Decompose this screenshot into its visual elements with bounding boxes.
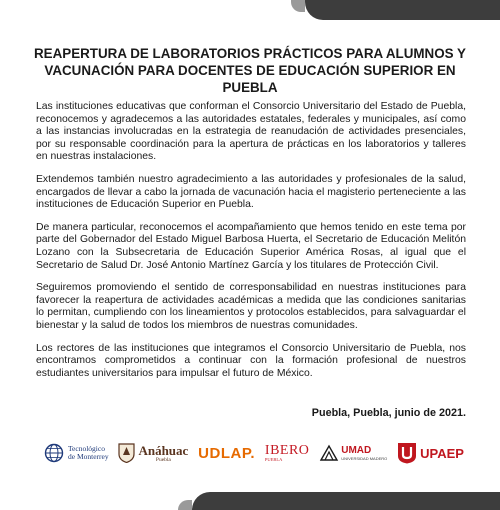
umad-wordmark <box>341 446 387 461</box>
tec-de-monterrey-logo <box>44 443 109 463</box>
tec-globe-icon <box>44 443 64 463</box>
udlap-logo <box>198 445 255 462</box>
paragraph-3: De manera particular, reconocemos el acompañamiento que hemos tenido en este tema por parte del Gobernador del Estado Miguel Barbosa Huerta, el Secretario de Educación Melitón Lozano con la Subsecretaria de Educación Superior América Rosas, al igual que el Secretario de Salud Dr. José Antonio Martínez García y los titulares de Protección Civil. <box>36 221 466 271</box>
anahuac-logo <box>118 443 188 463</box>
umad-emblem-icon <box>319 443 339 463</box>
tec-line-1: Tecnológico <box>68 444 105 453</box>
paragraph-4: Seguiremos promoviendo el sentido de corresponsabilidad en nuestras instituciones para favorecer la reapertura de actividades académicas a medida que las condiciones sanitarias lo permitan, cumpliendo con los lineamientos y protocolos establecidos, para salvaguardar el bienestar y la salud de todos los miembros de nuestras comunidades. <box>36 282 466 331</box>
document-body <box>36 101 466 390</box>
upaep-shield-icon <box>397 442 417 464</box>
ibero-campus: PUEBLA <box>264 457 283 462</box>
top-corner-accent <box>291 0 305 12</box>
upaep-wordmark: UPAEP <box>420 445 464 461</box>
title-line-1: REAPERTURA DE LABORATORIOS PRÁCTICOS PARA ALUMNOS Y <box>34 46 466 61</box>
title-line-2: VACUNACIÓN PARA DOCENTES DE EDUCACIÓN SUPERIOR EN PUEBLA <box>44 63 456 95</box>
anahuac-name: Anáhuac <box>138 442 189 458</box>
bottom-corner-decoration <box>192 492 500 510</box>
udlap-wordmark: UDLAP. <box>198 444 256 462</box>
logo-strip <box>44 440 464 466</box>
paragraph-2: Extendemos también nuestro agradecimiento a las autoridades y profesionales de la salud, encargados de llevar a cabo la jornada de vacunación hacia el magisterio perteneciente a las instituciones de Educación Superior en Puebla. <box>36 173 466 211</box>
paragraph-5: Los rectores de las instituciones que integramos el Consorcio Universitario de Puebla, nos encontramos comprometidos a continuar con la formación profesional de nuestros estudiantes universitarios para impulsar el futuro de México. <box>36 342 466 379</box>
upaep-logo <box>397 442 464 464</box>
ibero-name: IBERO <box>264 443 310 458</box>
umad-name: UMAD <box>341 444 372 456</box>
ibero-logo <box>265 444 310 462</box>
paragraph-1: Las instituciones educativas que conforman el Consorcio Universitario del Estado de Puebla, reconocemos y agradecemos a las autoridades estatales, federales y municipales, así como a las instancias involucradas en la estrategia de reanudación de actividades presenciales, por su responsable coordinación para la apertura de prácticas en los laboratorios y talleres en nuestras instalaciones. <box>36 101 466 163</box>
umad-fullname: UNIVERSIDAD MADERO <box>341 455 388 461</box>
tec-wordmark <box>68 445 109 461</box>
anahuac-shield-icon <box>118 443 135 463</box>
document-title <box>30 45 470 96</box>
tec-line-2: de Monterrey <box>68 452 109 461</box>
signoff-date: Puebla, Puebla, junio de 2021. <box>311 407 466 419</box>
bottom-corner-accent <box>178 500 192 510</box>
ibero-wordmark <box>265 444 310 462</box>
anahuac-wordmark <box>138 444 188 463</box>
top-corner-decoration <box>305 0 500 20</box>
anahuac-campus: Puebla <box>155 456 171 463</box>
umad-logo <box>319 443 387 463</box>
